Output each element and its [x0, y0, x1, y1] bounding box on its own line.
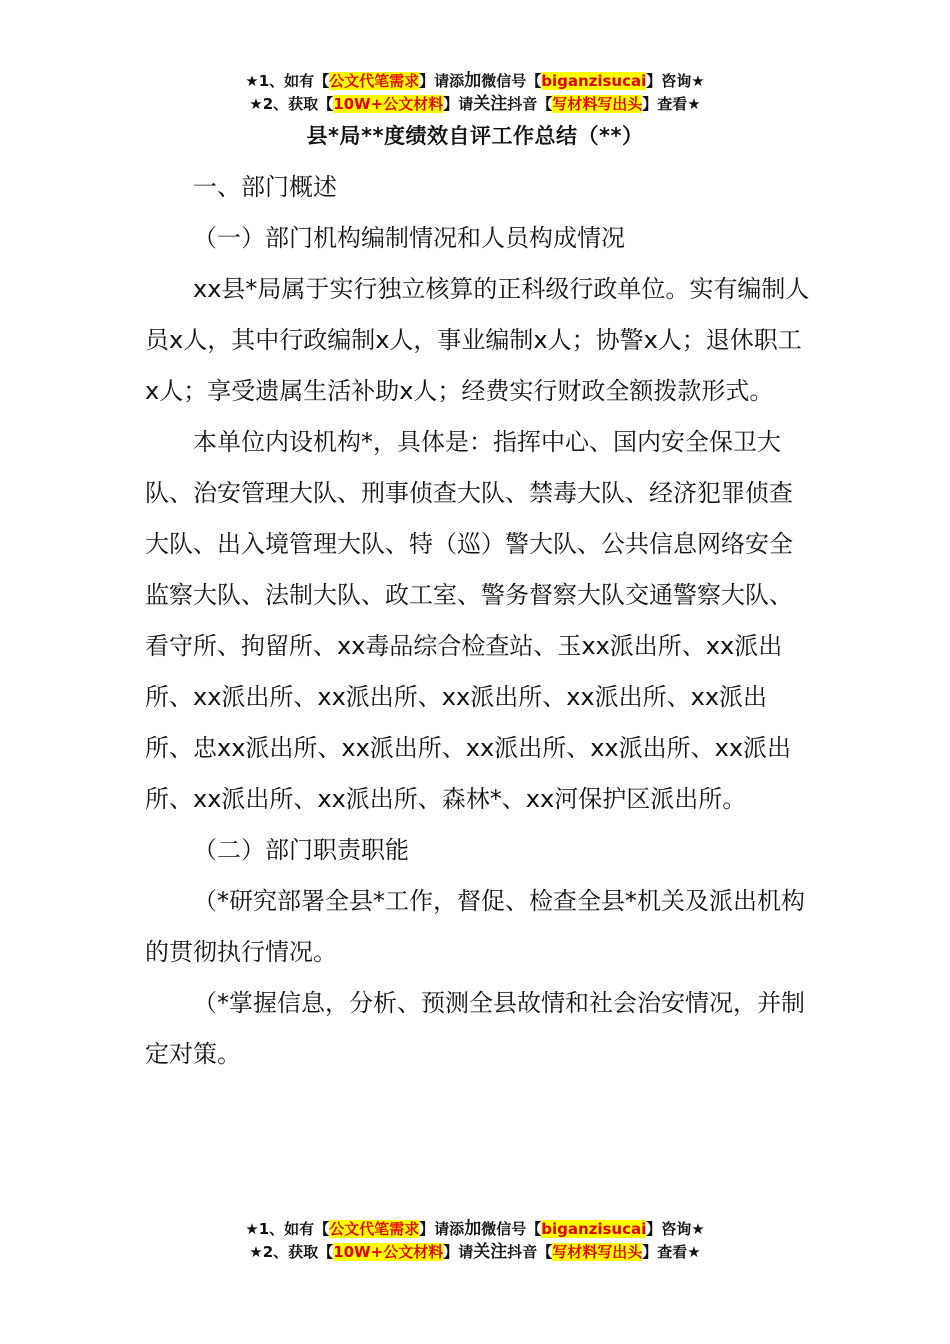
banner-text: 】咨询★: [646, 72, 705, 90]
section-heading: 一、部门概述: [193, 173, 337, 201]
banner-text: ★1、如有【: [245, 1220, 330, 1238]
document-body: [145, 162, 810, 1080]
banner-highlight: 写材料写出头: [552, 1243, 643, 1261]
banner-line-2: [0, 93, 950, 116]
banner-highlight: 公文代笔需求: [329, 72, 420, 90]
banner-text: 加: [464, 71, 482, 91]
banner-text: 】查看★: [642, 1243, 701, 1261]
document-title: 县*局**度绩效自评工作总结（**）: [306, 124, 644, 148]
banner-highlight: 公文代笔需求: [329, 1220, 420, 1238]
subsection-heading: （一）部门机构编制情况和人员构成情况: [193, 224, 625, 252]
footer-banner: [0, 1218, 950, 1264]
paragraph: 本单位内设机构*，具体是：指挥中心、国内安全保卫大队、治安管理大队、刑事侦查大队、禁毒大队、经济犯罪侦查大队、出入境管理大队、特（巡）警大队、公共信息网络安全监察大队、法制大队、政工室、警务督察大队交通警察大队、看守所、拘留所、xx毒品综合检查站、玉xx派出所、xx派出所、xx派出所、xx派出所、xx派出所、xx派出所、xx派出所、忠xx派出所、xx派出所、xx派出所、xx派出所、xx派出所、xx派出所、xx派出所、森林*、xx河保护区派出所。: [145, 428, 793, 813]
paragraph: （*掌握信息，分析、预测全县故情和社会治安情况，并制定对策。: [145, 989, 805, 1068]
banner-line-1: [0, 1218, 950, 1241]
banner-highlight: 10W+公文材料: [333, 95, 444, 113]
banner-text: 关注: [473, 94, 508, 114]
banner-highlight: 写材料写出头: [552, 95, 643, 113]
banner-text: 加: [464, 1219, 482, 1239]
subsection-heading: （二）部门职责职能: [193, 836, 409, 864]
banner-text: ★1、如有【: [245, 72, 330, 90]
banner-text: 】咨询★: [646, 1220, 705, 1238]
banner-text: 微信号【: [481, 1220, 542, 1238]
banner-wechat-id: biganzisucai: [541, 1220, 647, 1238]
banner-text: ★2、获取【: [249, 1243, 334, 1261]
banner-text: ★2、获取【: [249, 95, 334, 113]
banner-text: 】请添: [419, 72, 465, 90]
banner-text: 】请添: [419, 1220, 465, 1238]
banner-highlight: 10W+公文材料: [333, 1243, 444, 1261]
paragraph: xx县*局属于实行独立核算的正科级行政单位。实有编制人员x人，其中行政编制x人，事业编制x人；协警x人；退休职工x人；享受遗属生活补助x人；经费实行财政全额拨款形式。: [145, 275, 810, 405]
banner-text: 】请: [443, 1243, 474, 1261]
banner-text: 抖音【: [507, 95, 553, 113]
banner-wechat-id: biganzisucai: [541, 72, 647, 90]
banner-text: 抖音【: [507, 1243, 553, 1261]
banner-text: 微信号【: [481, 72, 542, 90]
banner-line-1: [0, 70, 950, 93]
banner-text: 】请: [443, 95, 474, 113]
banner-line-2: [0, 1241, 950, 1264]
paragraph: （*研究部署全县*工作，督促、检查全县*机关及派出机构的贯彻执行情况。: [145, 887, 805, 966]
header-banner: [0, 70, 950, 116]
banner-text: 】查看★: [642, 95, 701, 113]
banner-text: 关注: [473, 1242, 508, 1262]
